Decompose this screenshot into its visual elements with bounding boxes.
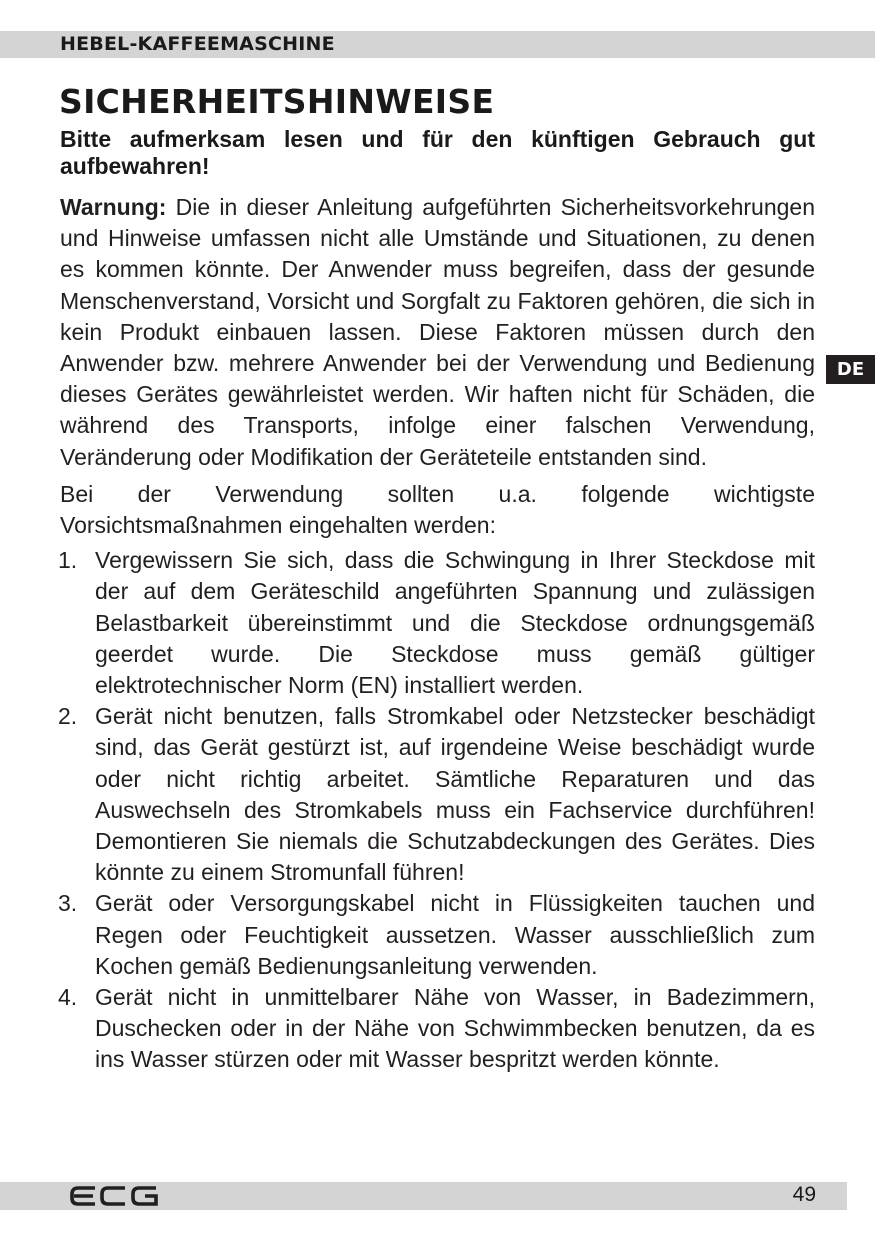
warning-label: Warnung: [60, 194, 167, 220]
list-item [60, 545, 815, 701]
list-item [60, 982, 815, 1076]
list-item-text: Gerät oder Versorgungskabel nicht in Flüssigkeiten tauchen und Regen oder Feuchtigkeit aussetzen. Wasser ausschließlich zum Kochen gemäß Bedienungsanleitung verwenden. [95, 890, 815, 979]
main-content [60, 192, 815, 1076]
subtitle: Bitte aufmerksam lesen und für den künftigen Gebrauch gut aufbewahren! [60, 126, 815, 179]
list-item [60, 701, 815, 888]
list-item-text: Vergewissern Sie sich, dass die Schwingung in Ihrer Steckdose mit der auf dem Geräteschild angeführten Spannung und zulässigen Belastbarkeit übereinstimmt und die Steckdose ordnungsgemäß geerdet wurde. Die Steckdose muss gemäß gültiger elektrotechnischer Norm (EN) installiert werden. [95, 547, 815, 699]
safety-list [60, 545, 815, 1075]
list-item-number: 1. [58, 547, 78, 574]
page-title: SICHERHEITSHINWEISE [59, 82, 495, 121]
intro-paragraph: Bei der Verwendung sollten u.a. folgende wichtigste Vorsichtsmaßnahmen eingehalten werden: [60, 480, 815, 539]
ecg-logo [70, 1186, 158, 1206]
page-number: 49 [792, 1183, 816, 1206]
list-item-text: Gerät nicht benutzen, falls Stromkabel oder Netzstecker beschädigt sind, das Gerät gestürzt ist, auf irgendeine Weise beschädigt wurde oder nicht richtig arbeitet. Sämtliche Reparaturen und das Auswechseln des Stromkabels muss ein Fachservice durchführen! Demontieren Sie niemals die Schutzabdeckungen des Gerätes. Dies könnte zu einem Stromunfall führen! [95, 703, 815, 886]
list-item-text: Gerät nicht in unmittelbarer Nähe von Wasser, in Badezimmern, Duschecken oder in der Nähe von Schwimmbecken benutzen, da es ins Wasser stürzen oder mit Wasser bespritzt werden könnte. [95, 984, 815, 1073]
list-item [60, 888, 815, 982]
list-item-number: 4. [58, 984, 78, 1011]
list-item-number: 2. [58, 703, 78, 730]
list-item-number: 3. [58, 890, 78, 917]
running-header: HEBEL-KAFFEEMASCHINE [60, 33, 335, 55]
warning-text: Die in dieser Anleitung aufgeführten Sicherheitsvorkehrungen und Hinweise umfassen nicht alle Umstände und Situationen, zu denen es kommen könnte. Der Anwender muss begreifen, dass der gesunde Menschenverstand, Vorsicht und Sorgfalt zu Faktoren gehören, die sich in kein Produkt einbauen lassen. Diese Faktoren müssen durch den Anwender bzw. mehrere Anwender bei der Verwendung und Bedienung dieses Gerätes gewährleistet werden. Wir haften nicht für Schäden, die während des Transports, infolge einer falschen Verwendung, Veränderung oder Modifikation der Geräteteile entstanden sind. [60, 194, 815, 470]
warning-paragraph [60, 192, 815, 473]
language-tab: DE [826, 355, 875, 384]
